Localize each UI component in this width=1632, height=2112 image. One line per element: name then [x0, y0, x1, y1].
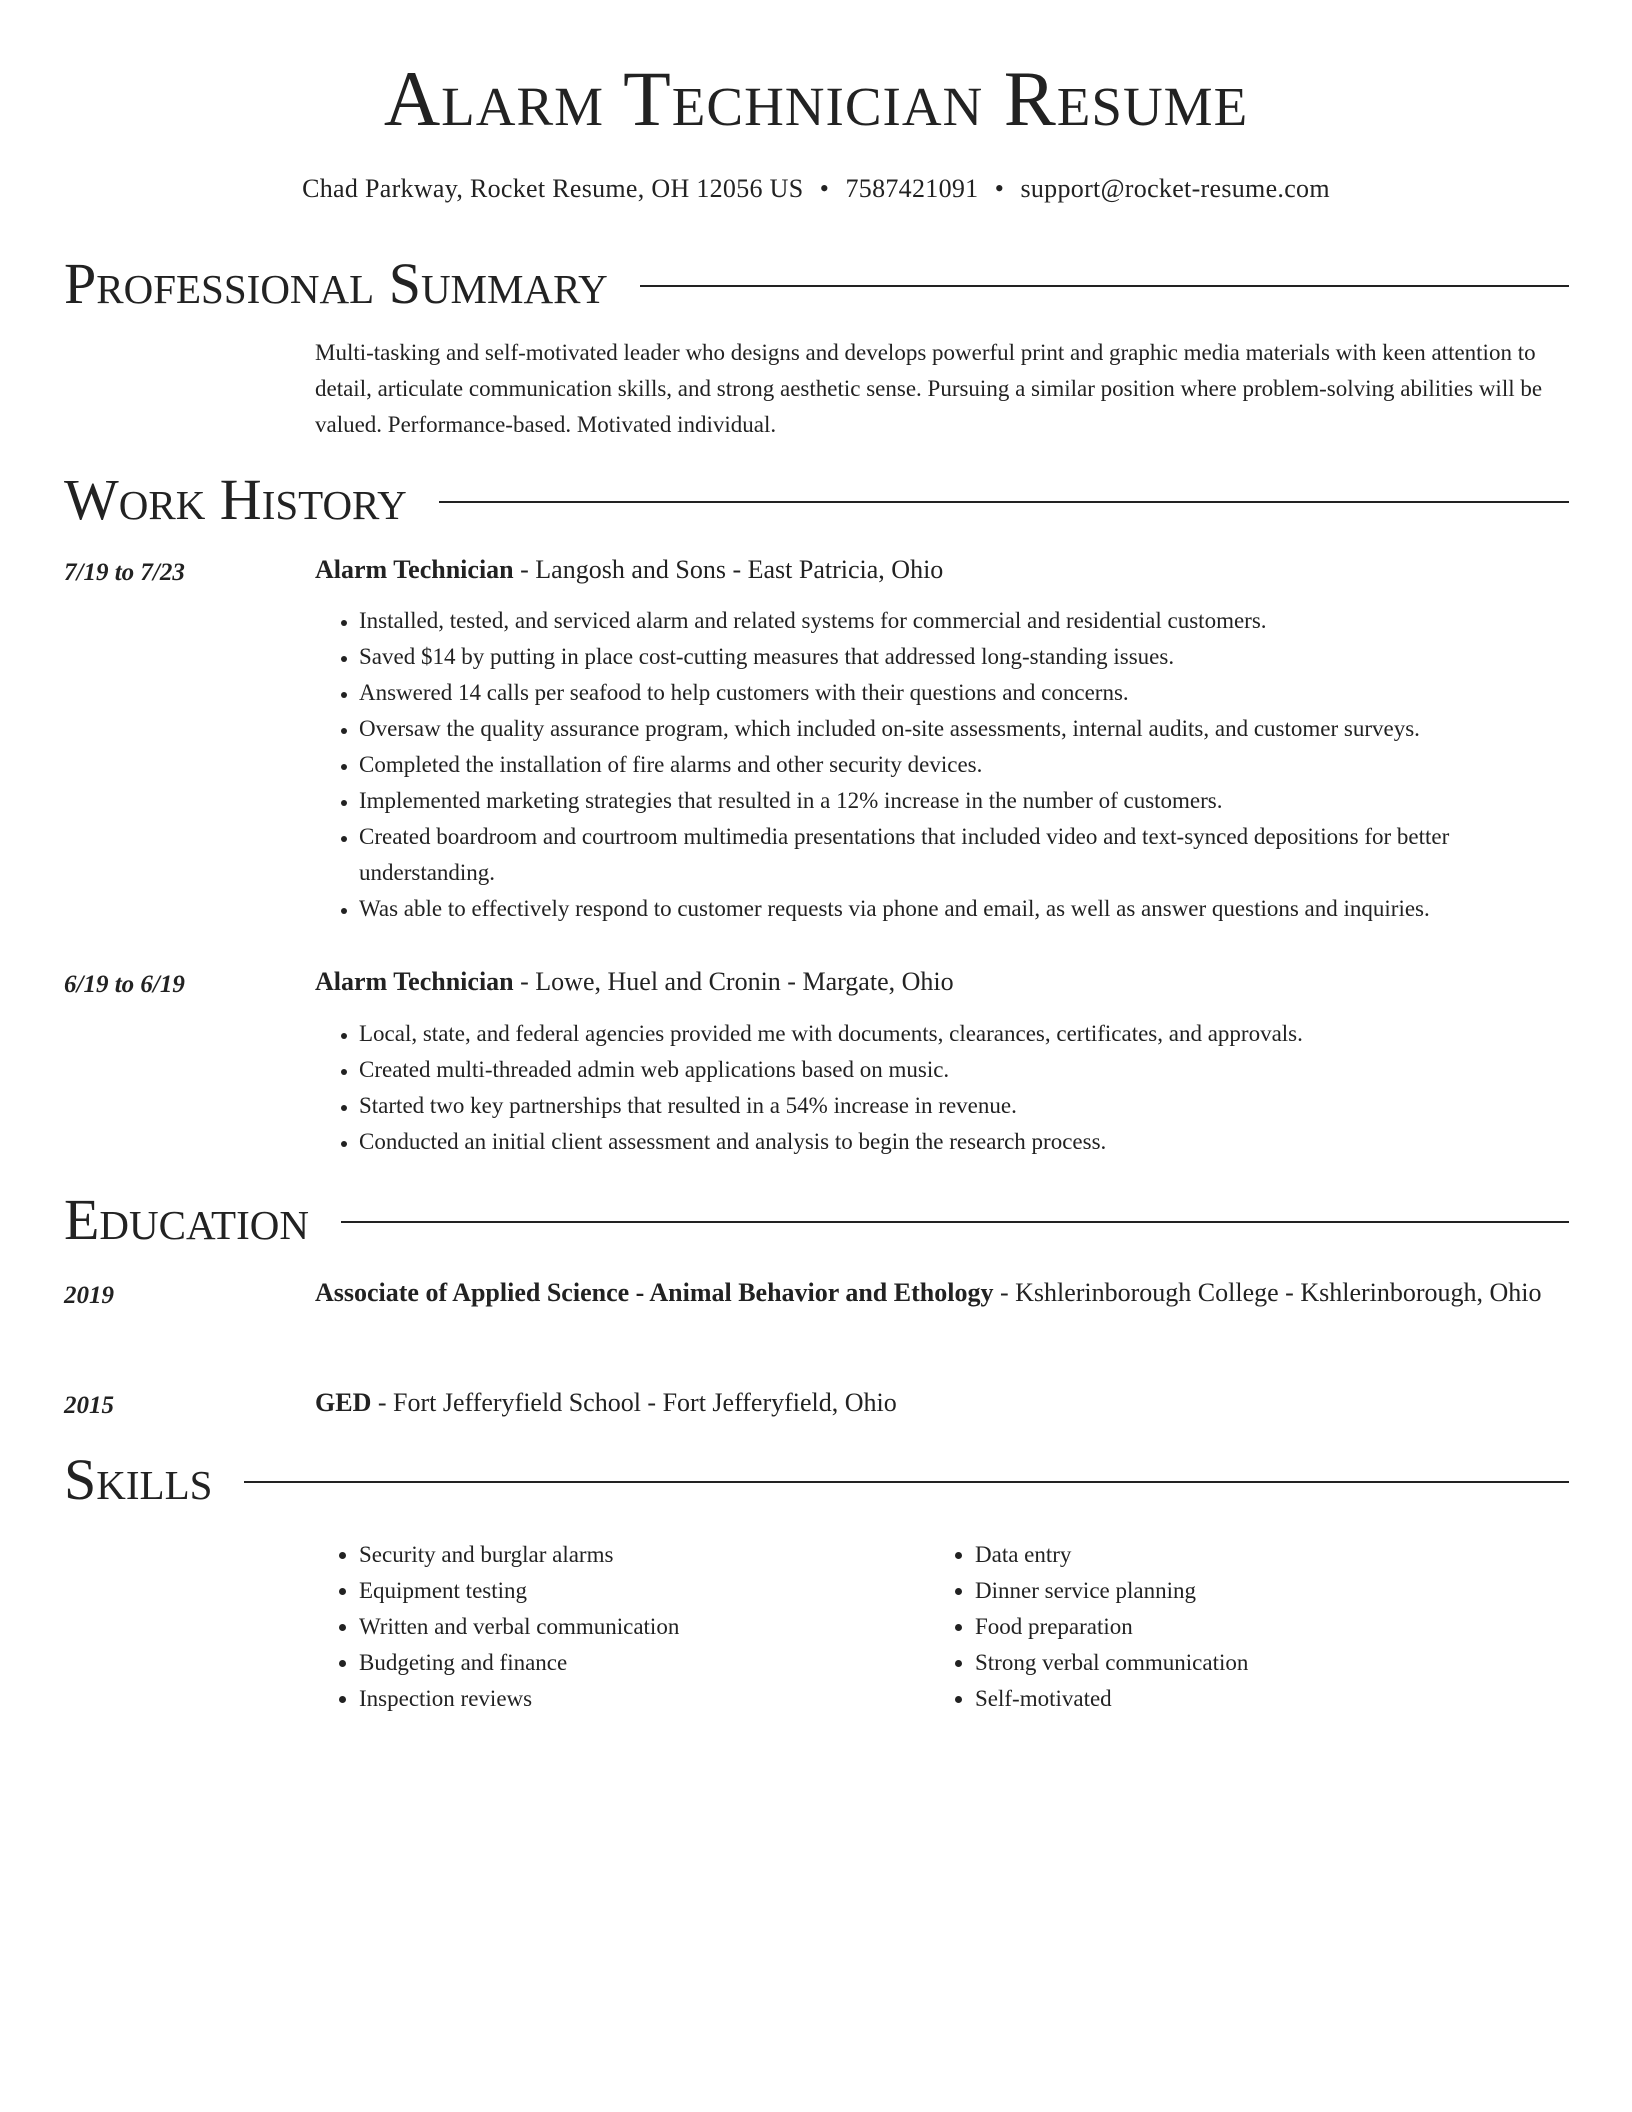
education-degree: Associate of Applied Science - Animal Behavior and Ethology	[315, 1278, 994, 1307]
skill-item: • Equipment testing	[359, 1573, 915, 1609]
skill-item: • Food preparation	[975, 1609, 1531, 1645]
job-bullet-list	[315, 603, 1575, 927]
skills-heading: Skills	[64, 1447, 213, 1512]
summary-text: Multi-tasking and self-motivated leader who designs and develops powerful print and graphic media materials with keen attention to detail, articulate communication skills, and strong aesthetic sense. Pursuing a similar position where problem-solving abilities will be valued. Performance-based. Motivated individual.	[315, 340, 1543, 437]
education-entry	[315, 1383, 1575, 1423]
job-details: - Langosh and Sons - East Patricia, Ohio	[513, 555, 944, 584]
summary-heading: Professional Summary	[64, 251, 608, 316]
education-details: - Kshlerinborough College - Kshlerinborough, Ohio	[993, 1278, 1542, 1307]
skills-section-header	[64, 1447, 1569, 1512]
list-item: • Completed the installation of fire alarms and other security devices.	[359, 747, 1575, 783]
contact-separator: •	[819, 174, 830, 203]
list-item: • Implemented marketing strategies that resulted in a 12% increase in the number of customers.	[359, 783, 1575, 819]
contact-email[interactable]: support@rocket-resume.com	[1020, 174, 1330, 203]
education-entry	[315, 1273, 1575, 1313]
list-item: • Created boardroom and courtroom multimedia presentations that included video and text-synced depositions for better understanding.	[359, 819, 1575, 891]
list-item: • Saved $14 by putting in place cost-cutting measures that addressed long-standing issues.	[359, 639, 1575, 675]
skill-item: • Inspection reviews	[359, 1681, 915, 1717]
section-divider	[640, 285, 1569, 287]
education-year: 2015	[64, 1392, 114, 1419]
education-year: 2019	[64, 1282, 114, 1309]
work-heading: Work History	[64, 467, 407, 532]
resume-title: Alarm Technician Resume	[383, 55, 1249, 142]
job-dates: 7/19 to 7/23	[64, 559, 185, 586]
education-details: - Fort Jefferyfield School - Fort Jefferyfield, Ohio	[371, 1388, 897, 1417]
list-item: • Oversaw the quality assurance program, which included on-site assessments, internal audits, and customer surveys.	[359, 711, 1575, 747]
skills-list-left	[315, 1537, 915, 1717]
skill-item: • Security and burglar alarms	[359, 1537, 915, 1573]
education-section-header	[64, 1187, 1569, 1252]
skill-item: • Strong verbal communication	[975, 1645, 1531, 1681]
job-details: - Lowe, Huel and Cronin - Margate, Ohio	[513, 967, 954, 996]
list-item: • Conducted an initial client assessment and analysis to begin the research process.	[359, 1124, 1575, 1160]
job-bullet-list	[315, 1016, 1575, 1160]
job-dates: 6/19 to 6/19	[64, 971, 185, 998]
list-item: • Started two key partnerships that resulted in a 54% increase in revenue.	[359, 1088, 1575, 1124]
education-degree: GED	[315, 1388, 372, 1417]
job-title: Alarm Technician	[315, 967, 514, 996]
section-divider	[244, 1481, 1569, 1483]
section-divider	[439, 501, 1569, 503]
job-title: Alarm Technician	[315, 555, 514, 584]
education-heading: Education	[64, 1187, 309, 1252]
contact-line	[0, 176, 1632, 202]
list-item: • Answered 14 calls per seafood to help customers with their questions and concerns.	[359, 675, 1575, 711]
contact-separator: •	[994, 174, 1005, 203]
list-item: • Was able to effectively respond to customer requests via phone and email, as well as answer questions and inquiries.	[359, 891, 1575, 927]
skill-item: • Self-motivated	[975, 1681, 1531, 1717]
contact-address: Chad Parkway, Rocket Resume, OH 12056 US	[302, 174, 804, 203]
skill-item: • Dinner service planning	[975, 1573, 1531, 1609]
section-divider	[341, 1221, 1569, 1223]
list-item: • Created multi-threaded admin web applications based on music.	[359, 1052, 1575, 1088]
contact-phone: 7587421091	[845, 174, 979, 203]
job-heading	[315, 962, 1575, 1002]
skills-list-right	[931, 1537, 1531, 1717]
summary-section-header	[64, 251, 1569, 316]
work-section-header	[64, 467, 1569, 532]
skill-item: • Data entry	[975, 1537, 1531, 1573]
skill-item: • Written and verbal communication	[359, 1609, 915, 1645]
list-item: • Installed, tested, and serviced alarm and related systems for commercial and residential customers.	[359, 603, 1575, 639]
skill-item: • Budgeting and finance	[359, 1645, 915, 1681]
job-heading	[315, 550, 1575, 590]
list-item: • Local, state, and federal agencies provided me with documents, clearances, certificates, and approvals.	[359, 1016, 1575, 1052]
